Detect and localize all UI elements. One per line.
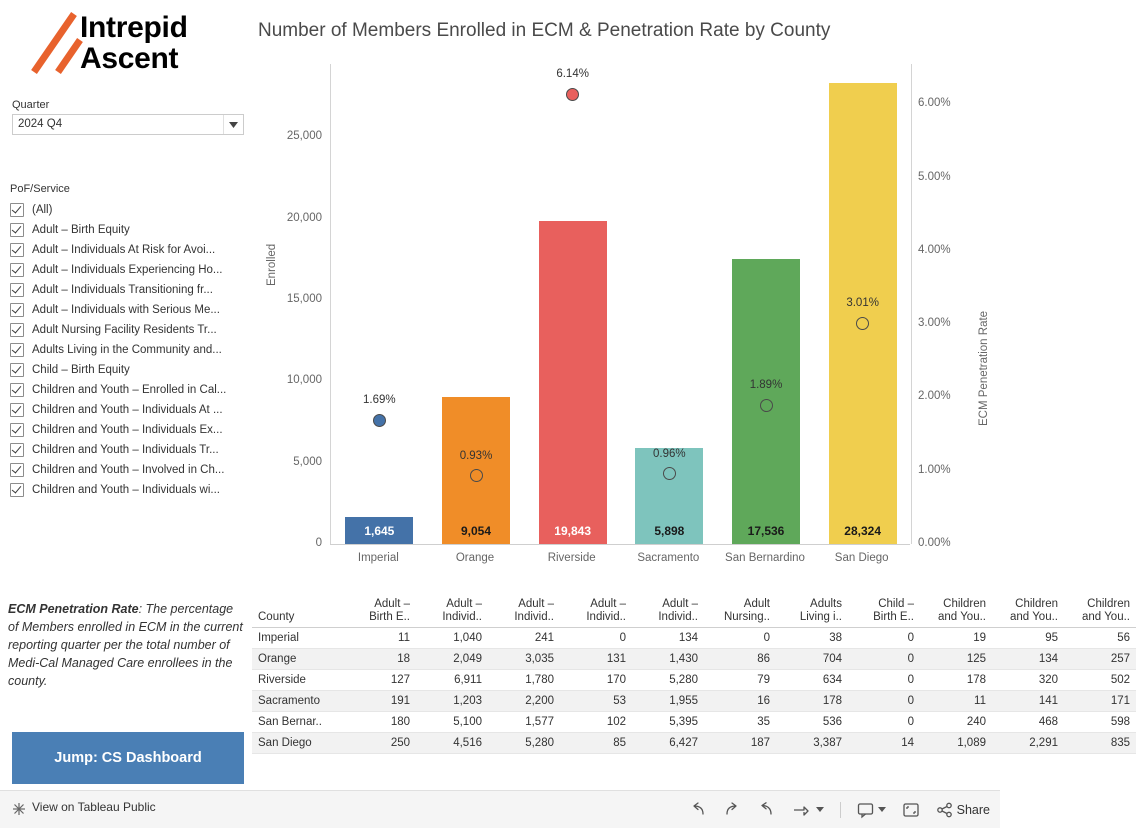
table-cell-value: 171 bbox=[1064, 691, 1136, 712]
table-cell-value: 250 bbox=[344, 733, 416, 754]
left-panel bbox=[0, 0, 252, 790]
bar-value-label: 5,898 bbox=[654, 524, 685, 538]
table-cell-value: 134 bbox=[992, 649, 1064, 670]
table-cell-value: 0 bbox=[704, 628, 776, 649]
checkbox-checked-icon[interactable] bbox=[10, 303, 24, 317]
comment-button[interactable] bbox=[857, 802, 886, 818]
pof-checkbox-row[interactable] bbox=[10, 480, 250, 500]
pof-checkbox-label: Adult – Individuals At Risk for Avoi... bbox=[32, 244, 216, 256]
table-cell-county: Orange bbox=[252, 649, 344, 670]
pof-checkbox-label: Child – Birth Equity bbox=[32, 364, 130, 376]
table-cell-value: 56 bbox=[1064, 628, 1136, 649]
table-cell-value: 502 bbox=[1064, 670, 1136, 691]
table-cell-value: 170 bbox=[560, 670, 632, 691]
table-cell-value: 102 bbox=[560, 712, 632, 733]
brand-name bbox=[80, 12, 188, 74]
table-cell-value: 79 bbox=[704, 670, 776, 691]
table-column-header[interactable]: Adult – Individ.. bbox=[632, 598, 704, 628]
table-cell-value: 19 bbox=[920, 628, 992, 649]
checkbox-checked-icon[interactable] bbox=[10, 203, 24, 217]
table-cell-value: 320 bbox=[992, 670, 1064, 691]
y-tick-label: 0 bbox=[315, 537, 322, 549]
checkbox-checked-icon[interactable] bbox=[10, 403, 24, 417]
y2-axis-label: ECM Penetration Rate bbox=[978, 310, 990, 426]
table-cell-value: 35 bbox=[704, 712, 776, 733]
chevron-down-icon[interactable] bbox=[223, 115, 243, 134]
pof-checkbox-label: Children and Youth – Involved in Ch... bbox=[32, 464, 225, 476]
fullscreen-button[interactable] bbox=[902, 802, 920, 818]
bar-value-label: 1,645 bbox=[364, 524, 395, 538]
table-cell-value: 85 bbox=[560, 733, 632, 754]
table-cell-value: 1,577 bbox=[488, 712, 560, 733]
penetration-rate-point[interactable] bbox=[856, 317, 869, 330]
share-label: Share bbox=[956, 802, 990, 817]
tableau-icon bbox=[12, 802, 26, 816]
table-cell-value: 1,780 bbox=[488, 670, 560, 691]
penetration-rate-point[interactable] bbox=[470, 469, 483, 482]
table-cell-county: Riverside bbox=[252, 670, 344, 691]
table-cell-value: 0 bbox=[560, 628, 632, 649]
y2-tick-label: 2.00% bbox=[918, 390, 951, 403]
table-cell-value: 0 bbox=[848, 670, 920, 691]
note-term: ECM Penetration Rate bbox=[8, 602, 139, 616]
pof-checkbox-row[interactable] bbox=[10, 360, 250, 380]
bar-value-label: 19,843 bbox=[554, 524, 591, 538]
y2-tick-label: 6.00% bbox=[918, 97, 951, 110]
pof-checkbox-label: Adults Living in the Community and... bbox=[32, 344, 222, 356]
table-cell-value: 5,280 bbox=[632, 670, 704, 691]
table-cell-value: 141 bbox=[992, 691, 1064, 712]
table-cell-value: 125 bbox=[920, 649, 992, 670]
bar-riverside[interactable] bbox=[539, 221, 607, 544]
table-cell-value: 598 bbox=[1064, 712, 1136, 733]
pof-filter-label: PoF/Service bbox=[10, 183, 70, 195]
x-tick-label: San Bernardino bbox=[725, 552, 805, 564]
bottom-toolbar bbox=[0, 790, 1000, 828]
pof-checkbox-label: Children and Youth – Enrolled in Cal... bbox=[32, 384, 227, 396]
y2-tick-label: 1.00% bbox=[918, 463, 951, 476]
table-cell-value: 5,100 bbox=[416, 712, 488, 733]
brand-name-line1: Intrepid bbox=[80, 11, 188, 44]
bar-sacramento[interactable] bbox=[635, 448, 703, 544]
penetration-rate-label: 0.96% bbox=[653, 447, 686, 460]
table-cell-value: 11 bbox=[920, 691, 992, 712]
brand-name-line2: Ascent bbox=[80, 42, 179, 75]
table-cell-value: 1,955 bbox=[632, 691, 704, 712]
toolbar-divider bbox=[840, 802, 841, 818]
checkbox-checked-icon[interactable] bbox=[10, 263, 24, 277]
pof-checkbox-row[interactable] bbox=[10, 280, 250, 300]
penetration-rate-label: 3.01% bbox=[846, 297, 879, 310]
pof-checkbox-label: Children and Youth – Individuals At ... bbox=[32, 404, 223, 416]
y-tick-label: 15,000 bbox=[286, 292, 322, 305]
y2-tick-label: 3.00% bbox=[918, 317, 951, 330]
penetration-rate-point[interactable] bbox=[566, 88, 579, 101]
table-cell-value: 0 bbox=[848, 691, 920, 712]
table-cell-value: 536 bbox=[776, 712, 848, 733]
table-cell-value: 16 bbox=[704, 691, 776, 712]
x-tick-label: Sacramento bbox=[637, 552, 700, 564]
county-table bbox=[252, 598, 1136, 754]
table-cell-value: 2,291 bbox=[992, 733, 1064, 754]
table-cell-value: 2,200 bbox=[488, 691, 560, 712]
brand-logo bbox=[12, 8, 240, 84]
pof-checklist[interactable] bbox=[10, 200, 250, 500]
pof-checkbox-row[interactable] bbox=[10, 320, 250, 340]
penetration-rate-label: 1.89% bbox=[749, 379, 783, 392]
pof-checkbox-label: Adult – Individuals with Serious Me... bbox=[32, 304, 220, 316]
table-cell-value: 704 bbox=[776, 649, 848, 670]
y2-tick-label: 0.00% bbox=[918, 537, 951, 549]
y-axis-label: Enrolled bbox=[266, 243, 278, 286]
y-tick-label: 5,000 bbox=[293, 455, 322, 468]
table-column-header[interactable]: Adult – Birth E.. bbox=[344, 598, 416, 628]
pof-checkbox-row[interactable] bbox=[10, 200, 250, 220]
table-cell-value: 4,516 bbox=[416, 733, 488, 754]
bar-value-label: 28,324 bbox=[844, 524, 881, 538]
table-cell-value: 134 bbox=[632, 628, 704, 649]
pof-checkbox-row[interactable] bbox=[10, 240, 250, 260]
table-cell-value: 0 bbox=[848, 712, 920, 733]
checkbox-checked-icon[interactable] bbox=[10, 363, 24, 377]
table-column-header[interactable]: County bbox=[252, 598, 344, 628]
x-tick-label: Imperial bbox=[357, 552, 399, 564]
checkbox-checked-icon[interactable] bbox=[10, 343, 24, 357]
table-column-header[interactable]: Children and You.. bbox=[992, 598, 1064, 628]
checkbox-checked-icon[interactable] bbox=[10, 483, 24, 497]
refresh-button[interactable] bbox=[791, 802, 824, 818]
note-text: : The percentage of Members enrolled in ECM in the current reporting quarter per the total number of Medi-Cal Managed Care enrollees in the county. bbox=[8, 602, 243, 688]
table-cell-value: 127 bbox=[344, 670, 416, 691]
table-body bbox=[252, 628, 1136, 754]
pof-checkbox-row[interactable] bbox=[10, 220, 250, 240]
penetration-rate-note bbox=[8, 600, 244, 690]
table-cell-county: San Diego bbox=[252, 733, 344, 754]
x-tick-label: Riverside bbox=[547, 552, 596, 564]
table-cell-value: 1,089 bbox=[920, 733, 992, 754]
table-column-header[interactable]: Adult – Individ.. bbox=[488, 598, 560, 628]
x-tick-label: San Diego bbox=[834, 552, 889, 564]
table-cell-value: 634 bbox=[776, 670, 848, 691]
view-on-tableau-public-link[interactable]: View on Tableau Public bbox=[32, 800, 156, 814]
table-cell-value: 2,049 bbox=[416, 649, 488, 670]
toolbar-actions bbox=[689, 791, 990, 828]
penetration-rate-point[interactable] bbox=[760, 399, 773, 412]
table-row[interactable] bbox=[252, 670, 1136, 691]
table-cell-value: 95 bbox=[992, 628, 1064, 649]
table-cell-value: 0 bbox=[848, 628, 920, 649]
county-table-wrap[interactable] bbox=[252, 598, 1130, 778]
checkbox-checked-icon[interactable] bbox=[10, 443, 24, 457]
chart-panel bbox=[252, 56, 1000, 576]
table-cell-value: 191 bbox=[344, 691, 416, 712]
table-cell-value: 6,911 bbox=[416, 670, 488, 691]
checkbox-checked-icon[interactable] bbox=[10, 383, 24, 397]
table-cell-value: 240 bbox=[920, 712, 992, 733]
pof-checkbox-row[interactable] bbox=[10, 300, 250, 320]
pof-checkbox-row[interactable] bbox=[10, 400, 250, 420]
table-cell-value: 468 bbox=[992, 712, 1064, 733]
table-column-header[interactable]: Children and You.. bbox=[1064, 598, 1136, 628]
table-cell-value: 38 bbox=[776, 628, 848, 649]
pof-checkbox-row[interactable] bbox=[10, 340, 250, 360]
table-cell-value: 86 bbox=[704, 649, 776, 670]
table-cell-value: 0 bbox=[848, 649, 920, 670]
penetration-rate-label: 1.69% bbox=[363, 394, 396, 407]
x-tick-label: Orange bbox=[455, 552, 495, 564]
pof-checkbox-label: Adult – Birth Equity bbox=[32, 224, 130, 236]
penetration-rate-point[interactable] bbox=[373, 414, 386, 427]
table-cell-value: 6,427 bbox=[632, 733, 704, 754]
table-row[interactable] bbox=[252, 712, 1136, 733]
pof-checkbox-label: Adult – Individuals Experiencing Ho... bbox=[32, 264, 223, 276]
table-header-row bbox=[252, 598, 1136, 628]
table-cell-value: 3,387 bbox=[776, 733, 848, 754]
table-column-header[interactable]: Adult Nursing.. bbox=[704, 598, 776, 628]
table-cell-county: Imperial bbox=[252, 628, 344, 649]
pof-checkbox-label: Adult – Individuals Transitioning fr... bbox=[32, 284, 213, 296]
table-cell-county: Sacramento bbox=[252, 691, 344, 712]
table-cell-value: 257 bbox=[1064, 649, 1136, 670]
table-row[interactable] bbox=[252, 649, 1136, 670]
table-cell-value: 178 bbox=[776, 691, 848, 712]
penetration-rate-label: 0.93% bbox=[459, 449, 493, 462]
share-button[interactable] bbox=[936, 802, 990, 818]
table-column-header[interactable]: Child – Birth E.. bbox=[848, 598, 920, 628]
penetration-rate-point[interactable] bbox=[663, 467, 676, 480]
table-cell-value: 3,035 bbox=[488, 649, 560, 670]
table-cell-value: 241 bbox=[488, 628, 560, 649]
bar-value-label: 17,536 bbox=[747, 524, 785, 538]
pof-checkbox-row[interactable] bbox=[10, 460, 250, 480]
table-row[interactable] bbox=[252, 628, 1136, 649]
y2-tick-label: 5.00% bbox=[918, 170, 951, 183]
chart-title: Number of Members Enrolled in ECM & Penetration Rate by County bbox=[258, 20, 831, 41]
table-column-header[interactable]: Adult – Individ.. bbox=[560, 598, 632, 628]
checkbox-checked-icon[interactable] bbox=[10, 223, 24, 237]
jump-cs-dashboard-button[interactable]: Jump: CS Dashboard bbox=[12, 732, 244, 784]
table-cell-value: 1,203 bbox=[416, 691, 488, 712]
quarter-filter-label: Quarter bbox=[12, 99, 50, 111]
bar-san-diego[interactable] bbox=[829, 83, 897, 544]
table-cell-value: 835 bbox=[1064, 733, 1136, 754]
table-cell-value: 187 bbox=[704, 733, 776, 754]
bar-value-label: 9,054 bbox=[460, 524, 492, 538]
table-cell-value: 14 bbox=[848, 733, 920, 754]
checkbox-checked-icon[interactable] bbox=[10, 463, 24, 477]
quarter-select-value: 2024 Q4 bbox=[18, 118, 63, 130]
table-cell-value: 5,395 bbox=[632, 712, 704, 733]
y-tick-label: 20,000 bbox=[286, 211, 322, 224]
table-cell-value: 180 bbox=[344, 712, 416, 733]
table-column-header[interactable]: Adults Living i.. bbox=[776, 598, 848, 628]
table-cell-value: 11 bbox=[344, 628, 416, 649]
checkbox-checked-icon[interactable] bbox=[10, 243, 24, 257]
table-cell-value: 178 bbox=[920, 670, 992, 691]
pof-checkbox-row[interactable] bbox=[10, 420, 250, 440]
quarter-select[interactable] bbox=[12, 114, 244, 135]
penetration-rate-label: 6.14% bbox=[556, 68, 589, 81]
checkbox-checked-icon[interactable] bbox=[10, 283, 24, 297]
y-tick-label: 25,000 bbox=[286, 130, 322, 143]
pof-checkbox-label: Children and Youth – Individuals Tr... bbox=[32, 444, 219, 456]
bar-imperial[interactable] bbox=[345, 517, 413, 544]
table-column-header[interactable]: Adult – Individ.. bbox=[416, 598, 488, 628]
pof-checkbox-label: Children and Youth – Individuals wi... bbox=[32, 484, 220, 496]
logo-mark-icon bbox=[28, 10, 86, 76]
table-column-header[interactable]: Children and You.. bbox=[920, 598, 992, 628]
undo-button[interactable] bbox=[689, 802, 707, 818]
table-cell-county: San Bernar.. bbox=[252, 712, 344, 733]
pof-checkbox-row[interactable] bbox=[10, 260, 250, 280]
table-cell-value: 1,040 bbox=[416, 628, 488, 649]
pof-checkbox-label: Children and Youth – Individuals Ex... bbox=[32, 424, 223, 436]
plot-area bbox=[330, 64, 912, 544]
table-row[interactable] bbox=[252, 733, 1136, 754]
table-cell-value: 5,280 bbox=[488, 733, 560, 754]
revert-button[interactable] bbox=[757, 802, 775, 818]
table-cell-value: 18 bbox=[344, 649, 416, 670]
x-axis-line bbox=[330, 544, 910, 545]
pof-checkbox-label: Adult Nursing Facility Residents Tr... bbox=[32, 324, 217, 336]
table-cell-value: 53 bbox=[560, 691, 632, 712]
redo-button[interactable] bbox=[723, 802, 741, 818]
checkbox-checked-icon[interactable] bbox=[10, 323, 24, 337]
y-tick-label: 10,000 bbox=[286, 374, 322, 387]
pof-checkbox-label: (All) bbox=[32, 204, 53, 216]
pof-checkbox-row[interactable] bbox=[10, 440, 250, 460]
y2-tick-label: 4.00% bbox=[918, 243, 951, 256]
table-cell-value: 1,430 bbox=[632, 649, 704, 670]
checkbox-checked-icon[interactable] bbox=[10, 423, 24, 437]
table-cell-value: 131 bbox=[560, 649, 632, 670]
table-row[interactable] bbox=[252, 691, 1136, 712]
pof-checkbox-row[interactable] bbox=[10, 380, 250, 400]
